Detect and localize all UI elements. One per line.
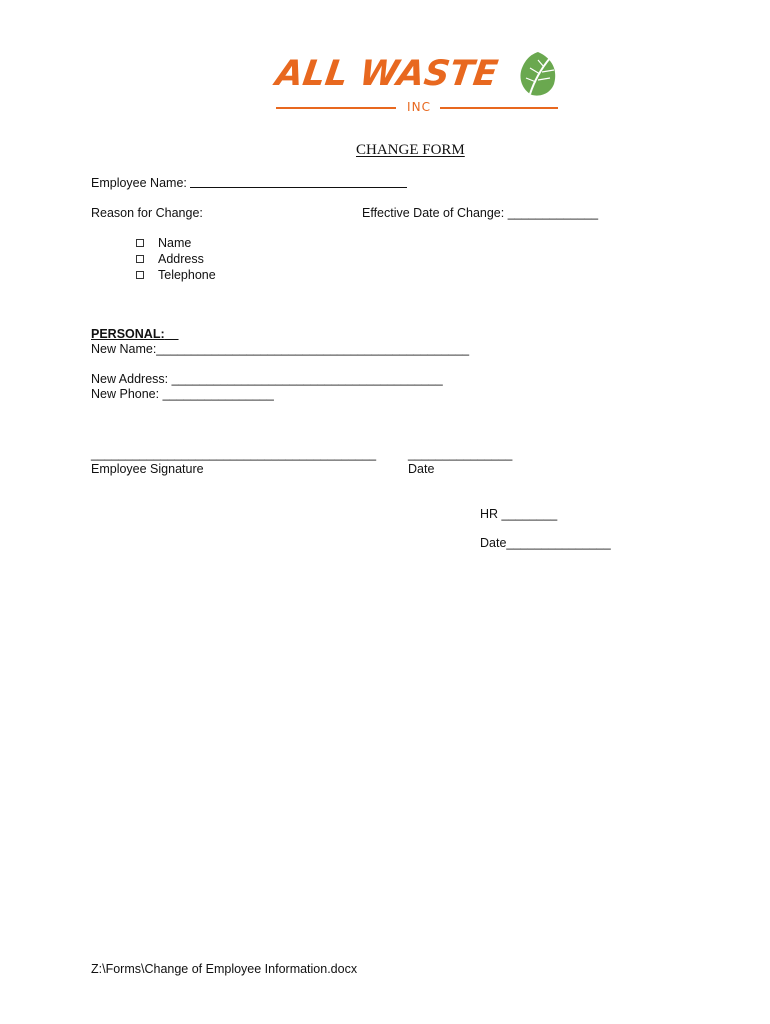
employee-name-label: Employee Name: [91,176,187,190]
footer-file-path: Z:\Forms\Change of Employee Information.docx [91,962,358,976]
reason-address-label: Address [158,252,204,266]
reason-telephone-label: Telephone [158,268,216,282]
logo-rule-left [276,107,396,109]
new-address-field[interactable]: New Address: _______________________________________ [91,372,443,386]
new-phone-field[interactable]: New Phone: ________________ [91,387,274,401]
company-logo [272,50,564,118]
address-checkbox[interactable] [136,255,144,263]
reason-name-label: Name [158,236,192,250]
personal-heading-text: PERSONAL: [91,327,165,341]
reason-label: Reason for Change: [91,206,203,220]
signature-date-line[interactable]: _______________ [408,447,513,461]
logo-wordmark: ALL WASTE [273,54,501,94]
employee-name-line[interactable] [190,187,407,188]
name-checkbox[interactable] [136,239,144,247]
signature-date-label: Date [408,462,435,476]
telephone-checkbox[interactable] [136,271,144,279]
hr-field[interactable]: HR ________ [480,507,558,521]
effective-date-label: Effective Date of Change: _____________ [362,206,599,220]
leaf-icon [516,50,560,98]
hr-date-field[interactable]: Date_______________ [480,536,611,550]
signature-label: Employee Signature [91,462,204,476]
personal-heading [91,327,179,342]
new-name-field[interactable]: New Name:_____________________________________________ [91,342,470,356]
logo-rule-right [440,107,558,109]
signature-line[interactable]: _________________________________________ [91,447,377,461]
logo-inc: INC [407,100,431,114]
form-title: CHANGE FORM [356,142,465,158]
